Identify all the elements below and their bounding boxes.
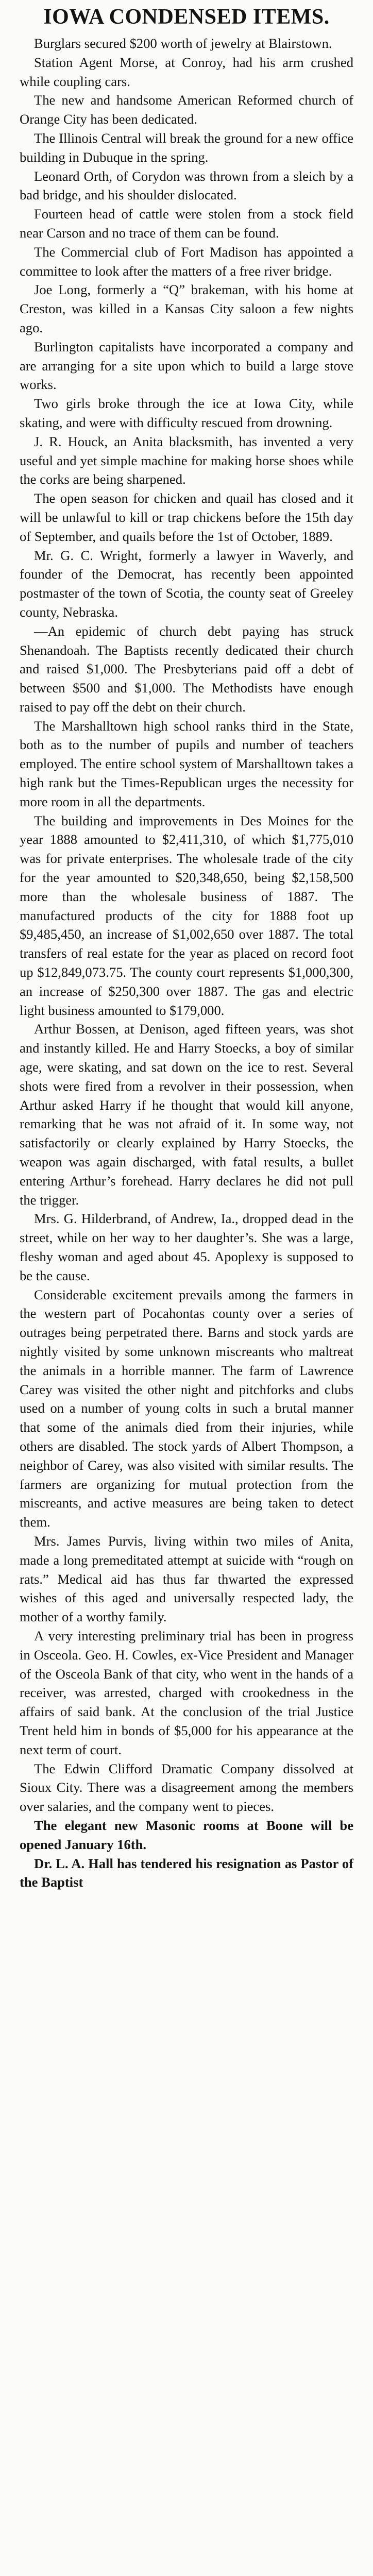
news-item: Mrs. James Purvis, living within two miles of Anita, made a long premeditated attempt at suicide with “rough on rats.” Medical aid has thus far thwarted the expressed wishes of this aged and universally respected lady, the mother of a worthy family. [20,1533,353,1625]
news-item: The building and improvements in Des Moines for the year 1888 amounted to $2,411,310, of which $1,775,010 was for private enterprises. The wholesale trade of the city for the year amounted to $20,348,650, being $2,158,500 more than the wholesale business of 1887. The manufactured products of the city for 1888 foot up $9,485,450, an increase of $1,002,650 over 1887. The total transfers of real estate for the year as placed on record foot up $12,849,073.75. The county court represents $1,000,300, an increase of $250,300 over 1887. The gas and electric light business amounted to $179,000. [20,812,353,1018]
news-item: Two girls broke through the ice at Iowa City, while skating, and were with difficulty rescued from drowning. [20,396,353,430]
news-item: The elegant new Masonic rooms at Boone will be opened January 16th. [20,1817,353,1852]
news-item: The Marshalltown high school ranks third in the State, both as to the number of pupils and number of teachers employed. The entire school system of Marshalltown takes a high rank but the Times-Republican urges the necessity for more room in all the departments. [20,718,353,809]
news-item: The Edwin Clifford Dramatic Company dissolved at Sioux City. There was a disagreement among the members over salaries, and the company went to pieces. [20,1760,353,1815]
news-item: Dr. L. A. Hall has tendered his resignation as Pastor of the Baptist [20,1855,353,1890]
news-item: The new and handsome American Reformed church of Orange City has been dedicated. [20,92,353,127]
headline: IOWA CONDENSED ITEMS. [43,5,330,29]
news-item: Burlington capitalists have incorporated a company and are arranging for a site upon which to build a large stove works. [20,338,353,393]
news-item: Considerable excitement prevails among the farmers in the western part of Pocahontas county over a series of outrages being perpetrated there. Barns and stock yards are nightly visited by some unknown miscreants who maltreat the animals in a horrible manner. The farm of Lawrence Carey was visited the other night and pitchforks and clubs used on a number of young colts in such a brutal manner that some of the animals died from their injuries, while others are disabled. The stock yards of Albert Thompson, a neighbor of Carey, was also visited with similar results. The farmers are organizing for mutual protection from the miscreants, and active measures are being taken to detect them. [20,1286,353,1530]
news-item: Burglars secured $200 worth of jewelry at Blairstown. [34,36,332,51]
news-item: Joe Long, formerly a “Q” brakeman, with his home at Creston, was killed in a Kansas City saloon a few nights ago. [20,282,353,335]
news-item: Arthur Bossen, at Denison, aged fifteen years, was shot and instantly killed. He and Harry Stoecks, a boy of similar age, were skating, and sat down on the ice to rest. Several shots were fired from a revolver in their possession, when Arthur asked Harry if he thought that would kill anyone, remarking that he was not afraid of it. In some way, not satisfactorily or clearly explained by Harry Stoecks, the weapon was again discharged, with fatal results, a bullet entering Arthur’s forehead. Harry declares he did not pull the trigger. [20,1021,353,1208]
news-item: Station Agent Morse, at Conroy, had his arm crushed while coupling cars. [20,54,353,89]
news-item: Leonard Orth, of Corydon was thrown from a sleich by a bad bridge, and his shoulder dislocated. [20,168,353,203]
news-item: J. R. Houck, an Anita blacksmith, has invented a very useful and yet simple machine for making horse shoes while the corks are being sharpened. [20,433,353,487]
news-item: A very interesting preliminary trial has been in progress in Osceola. Geo. H. Cowles, ex-Vice President and Manager of the Osceola Bank of that city, who went in the hands of a receiver, was arrested, charged with crookedness in the affairs of said bank. At the conclusion of the trial Justice Trent held him in bonds of $5,000 for his appearance at the next term of court. [20,1628,353,1757]
news-items [20,34,353,1892]
news-item: Mr. G. C. Wright, formerly a lawyer in Waverly, and founder of the Democrat, has recently been appointed postmaster of the town of Scotia, the county seat of Greeley county, Nebraska. [20,547,353,620]
news-item: The Illinois Central will break the ground for a new office building in Dubuque in the spring. [20,130,353,165]
news-item: Mrs. G. Hilderbrand, of Andrew, Ia., dropped dead in the street, while on her way to her daughter’s. She was a large, fleshy woman and aged about 45. Apoplexy is supposed to be the cause. [20,1211,353,1283]
news-item: The open season for chicken and quail has closed and it will be unlawful to kill or trap chickens before the 15th day of September, and quails before the 1st of October, 1889. [20,490,353,544]
news-item: Fourteen head of cattle were stolen from a stock field near Carson and no trace of them can be found. [20,206,353,241]
news-item: —An epidemic of church debt paying has struck Shenandoah. The Baptists recently dedicated their church and raised $1,000. The Presbyterians paid off a debt of between $500 and $1,000. The Methodists have enough raised to pay off the debt on their church. [20,623,353,715]
news-item: The Commercial club of Fort Madison has appointed a committee to look after the matters of a free river bridge. [20,244,353,279]
